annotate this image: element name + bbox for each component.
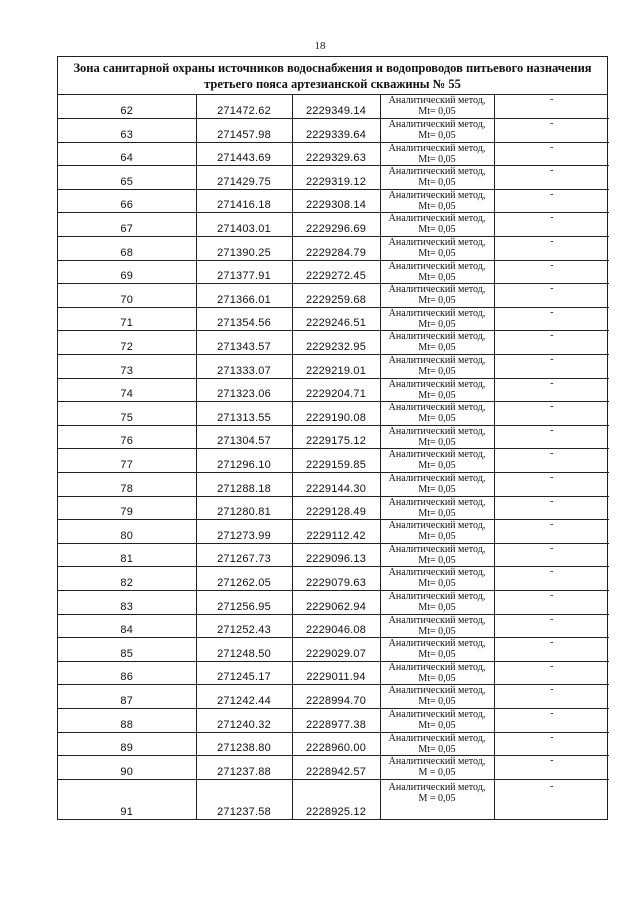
point-number-cell: 82 — [58, 567, 196, 591]
dash-cell: - — [494, 189, 609, 213]
method-accuracy: Mt= 0,05 — [418, 554, 456, 566]
y-coordinate-cell: 2229079.63 — [292, 567, 380, 591]
y-coordinate-cell: 2229062.94 — [292, 590, 380, 614]
method-accuracy: Mt= 0,05 — [418, 318, 456, 330]
method-accuracy: Mt= 0,05 — [418, 436, 456, 448]
method-cell — [380, 638, 494, 662]
point-number-cell: 89 — [58, 732, 196, 756]
x-coordinate-cell: 271252.43 — [196, 614, 292, 638]
method-name: Аналитический метод, — [388, 95, 486, 106]
y-coordinate-cell: 2229175.12 — [292, 425, 380, 449]
method-cell — [380, 685, 494, 709]
method-accuracy: Mt= 0,05 — [418, 743, 456, 755]
x-coordinate-cell: 271416.18 — [196, 189, 292, 213]
method-cell — [380, 449, 494, 473]
method-cell — [380, 779, 494, 819]
method-cell — [380, 708, 494, 732]
point-number-cell: 85 — [58, 638, 196, 662]
dash-cell: - — [494, 142, 609, 166]
method-cell — [380, 284, 494, 308]
x-coordinate-cell: 271390.25 — [196, 237, 292, 261]
y-coordinate-cell: 2229128.49 — [292, 496, 380, 520]
method-accuracy: Mt= 0,05 — [418, 153, 456, 165]
method-accuracy: Mt= 0,05 — [418, 719, 456, 731]
method-name: Аналитический метод, — [388, 732, 486, 744]
point-number-cell: 88 — [58, 708, 196, 732]
table-row — [58, 307, 609, 331]
point-number-cell: 90 — [58, 756, 196, 780]
table-row — [58, 213, 609, 237]
method-name: Аналитический метод, — [388, 685, 486, 697]
x-coordinate-cell: 271457.98 — [196, 119, 292, 143]
point-number-cell: 67 — [58, 213, 196, 237]
dash-cell: - — [494, 590, 609, 614]
x-coordinate-cell: 271354.56 — [196, 307, 292, 331]
method-name: Аналитический метод, — [388, 402, 486, 414]
method-name: Аналитический метод, — [388, 119, 486, 131]
point-number-cell: 71 — [58, 307, 196, 331]
x-coordinate-cell: 271313.55 — [196, 402, 292, 426]
table-row — [58, 473, 609, 497]
method-accuracy: Mt= 0,05 — [418, 460, 456, 472]
method-name: Аналитический метод, — [388, 449, 486, 461]
dash-cell: - — [550, 780, 554, 792]
method-name: Аналитический метод, — [388, 567, 486, 579]
method-name: Аналитический метод, — [388, 781, 486, 793]
method-cell — [380, 732, 494, 756]
point-number-cell: 68 — [58, 237, 196, 261]
method-accuracy: Mt= 0,05 — [418, 366, 456, 378]
dash-cell: - — [494, 520, 609, 544]
x-coordinate-cell: 271304.57 — [196, 425, 292, 449]
method-name: Аналитический метод, — [388, 284, 486, 296]
x-coordinate-cell: 271403.01 — [196, 213, 292, 237]
y-coordinate-cell: 2229112.42 — [292, 520, 380, 544]
dash-cell: - — [494, 355, 609, 379]
method-name: Аналитический метод, — [388, 520, 486, 532]
point-number-cell: 87 — [58, 685, 196, 709]
table-row — [58, 708, 609, 732]
y-coordinate-cell: 2229246.51 — [292, 307, 380, 331]
dash-cell: - — [494, 378, 609, 402]
method-accuracy: Mt= 0,05 — [418, 484, 456, 495]
method-cell — [380, 590, 494, 614]
dash-cell: - — [494, 473, 609, 497]
method-accuracy: Mt= 0,05 — [418, 413, 456, 425]
y-coordinate-cell: 2229349.14 — [292, 95, 380, 119]
point-number-cell: 73 — [58, 355, 196, 379]
y-coordinate-cell: 2229329.63 — [292, 142, 380, 166]
table-row — [58, 119, 609, 143]
method-cell — [380, 307, 494, 331]
method-cell — [380, 520, 494, 544]
method-name: Аналитический метод, — [388, 543, 486, 555]
dash-cell: - — [494, 756, 609, 780]
x-coordinate-cell: 271240.32 — [196, 708, 292, 732]
method-cell — [380, 402, 494, 426]
dash-cell: - — [494, 260, 609, 284]
method-accuracy: Mt= 0,05 — [418, 389, 456, 401]
method-accuracy: M = 0,05 — [418, 767, 456, 779]
method-cell — [380, 260, 494, 284]
method-cell — [380, 95, 494, 119]
table-row — [58, 402, 609, 426]
x-coordinate-cell: 271256.95 — [196, 590, 292, 614]
table-row — [58, 237, 609, 261]
coordinates-table — [57, 56, 608, 820]
x-coordinate-cell: 271262.05 — [196, 567, 292, 591]
method-accuracy: Mt= 0,05 — [418, 672, 456, 684]
method-name: Аналитический метод, — [388, 166, 486, 178]
y-coordinate-cell: 2229308.14 — [292, 189, 380, 213]
x-coordinate-cell: 271443.69 — [196, 142, 292, 166]
table-row — [58, 378, 609, 402]
method-name: Аналитический метод, — [388, 189, 486, 201]
method-cell — [380, 567, 494, 591]
y-coordinate-cell: 2229011.94 — [292, 661, 380, 685]
table-row — [58, 166, 609, 190]
method-accuracy: Mt= 0,05 — [418, 224, 456, 236]
dash-cell: - — [494, 307, 609, 331]
method-cell — [380, 378, 494, 402]
table-row — [58, 732, 609, 756]
coordinates-grid — [58, 95, 609, 819]
method-accuracy: Mt= 0,05 — [418, 271, 456, 283]
method-accuracy: Mt= 0,05 — [418, 295, 456, 307]
method-cell — [380, 166, 494, 190]
table-row — [58, 284, 609, 308]
x-coordinate-cell: 271343.57 — [196, 331, 292, 355]
x-coordinate-cell: 271273.99 — [196, 520, 292, 544]
dash-cell: - — [494, 685, 609, 709]
table-row — [58, 614, 609, 638]
table-row — [58, 685, 609, 709]
method-accuracy: Mt= 0,05 — [418, 106, 456, 117]
y-coordinate-cell: 2228977.38 — [292, 708, 380, 732]
table-row — [58, 567, 609, 591]
method-name: Аналитический метод, — [388, 213, 486, 225]
method-name: Аналитический метод, — [388, 496, 486, 508]
method-name: Аналитический метод, — [388, 638, 486, 650]
method-cell — [380, 213, 494, 237]
method-name: Аналитический метод, — [388, 661, 486, 673]
point-number-cell: 64 — [58, 142, 196, 166]
table-row — [58, 661, 609, 685]
dash-cell: - — [494, 449, 609, 473]
y-coordinate-cell: 2229029.07 — [292, 638, 380, 662]
dash-cell: - — [494, 661, 609, 685]
dash-cell: - — [494, 213, 609, 237]
table-row — [58, 425, 609, 449]
page-number: 18 — [314, 40, 326, 52]
y-coordinate-cell: 2229272.45 — [292, 260, 380, 284]
y-coordinate-cell: 2229319.12 — [292, 166, 380, 190]
dash-cell: - — [494, 496, 609, 520]
method-name: Аналитический метод, — [388, 756, 486, 768]
x-coordinate-cell: 271237.88 — [196, 756, 292, 780]
point-number-cell: 62 — [58, 95, 196, 119]
method-cell — [380, 425, 494, 449]
table-row — [58, 520, 609, 544]
table-row — [58, 189, 609, 213]
table-row — [58, 260, 609, 284]
dash-cell: - — [494, 732, 609, 756]
method-accuracy: Mt= 0,05 — [418, 200, 456, 212]
method-cell — [380, 543, 494, 567]
method-accuracy: Mt= 0,05 — [418, 342, 456, 354]
y-coordinate-cell: 2229284.79 — [292, 237, 380, 261]
method-cell — [380, 331, 494, 355]
method-accuracy: Mt= 0,05 — [418, 696, 456, 708]
method-cell — [380, 119, 494, 143]
method-cell — [380, 756, 494, 780]
table-row — [58, 142, 609, 166]
table-row — [58, 590, 609, 614]
method-name: Аналитический метод, — [388, 142, 486, 154]
method-accuracy: Mt= 0,05 — [418, 649, 456, 661]
table-row — [58, 355, 609, 379]
y-coordinate-cell: 2228994.70 — [292, 685, 380, 709]
method-name: Аналитический метод, — [388, 307, 486, 319]
y-coordinate-cell: 2229259.68 — [292, 284, 380, 308]
method-cell — [380, 142, 494, 166]
x-coordinate-cell: 271429.75 — [196, 166, 292, 190]
point-number-cell: 79 — [58, 496, 196, 520]
point-number-cell: 84 — [58, 614, 196, 638]
point-number-cell: 65 — [58, 166, 196, 190]
method-name: Аналитический метод, — [388, 473, 486, 484]
method-accuracy: Mt= 0,05 — [418, 601, 456, 613]
point-number-cell: 81 — [58, 543, 196, 567]
dash-cell: - — [494, 567, 609, 591]
method-name: Аналитический метод, — [388, 590, 486, 602]
dash-cell: - — [494, 638, 609, 662]
point-number-cell: 66 — [58, 189, 196, 213]
x-coordinate-cell: 271238.80 — [196, 732, 292, 756]
dash-cell: - — [494, 425, 609, 449]
dash-cell: - — [494, 237, 609, 261]
table-row — [58, 95, 609, 119]
x-coordinate-cell: 271366.01 — [196, 284, 292, 308]
y-coordinate-cell: 2229339.64 — [292, 119, 380, 143]
x-coordinate-cell: 271267.73 — [196, 543, 292, 567]
method-cell — [380, 496, 494, 520]
y-coordinate-cell: 2229296.69 — [292, 213, 380, 237]
method-accuracy: Mt= 0,05 — [418, 130, 456, 142]
dash-cell: - — [494, 614, 609, 638]
table-row — [58, 449, 609, 473]
y-coordinate-cell: 2228942.57 — [292, 756, 380, 780]
dash-cell: - — [494, 402, 609, 426]
x-coordinate-cell: 271323.06 — [196, 378, 292, 402]
table-row — [58, 779, 609, 819]
method-name: Аналитический метод, — [388, 708, 486, 720]
y-coordinate-cell: 2229204.71 — [292, 378, 380, 402]
method-accuracy: Mt= 0,05 — [418, 531, 456, 543]
point-number-cell: 91 — [58, 779, 196, 819]
y-coordinate-cell: 2229144.30 — [292, 473, 380, 497]
x-coordinate-cell: 271280.81 — [196, 496, 292, 520]
y-coordinate-cell: 2228925.12 — [292, 779, 380, 819]
dash-cell: - — [494, 166, 609, 190]
table-row — [58, 543, 609, 567]
method-name: Аналитический метод, — [388, 237, 486, 249]
method-accuracy: Mt= 0,05 — [418, 177, 456, 189]
method-name: Аналитический метод, — [388, 331, 486, 343]
table-row — [58, 496, 609, 520]
x-coordinate-cell: 271333.07 — [196, 355, 292, 379]
point-number-cell: 75 — [58, 402, 196, 426]
method-accuracy: Mt= 0,05 — [418, 507, 456, 519]
dash-cell: - — [494, 543, 609, 567]
y-coordinate-cell: 2228960.00 — [292, 732, 380, 756]
table-title-line2: третьего пояса артезианской скважины № 55 — [204, 77, 461, 91]
method-cell — [380, 237, 494, 261]
x-coordinate-cell: 271248.50 — [196, 638, 292, 662]
table-header — [58, 57, 607, 95]
y-coordinate-cell: 2229159.85 — [292, 449, 380, 473]
x-coordinate-cell: 271237.58 — [196, 779, 292, 819]
y-coordinate-cell: 2229096.13 — [292, 543, 380, 567]
method-name: Аналитический метод, — [388, 378, 486, 390]
x-coordinate-cell: 271377.91 — [196, 260, 292, 284]
table-row — [58, 756, 609, 780]
point-number-cell: 78 — [58, 473, 196, 497]
point-number-cell: 69 — [58, 260, 196, 284]
dash-cell: - — [494, 284, 609, 308]
point-number-cell: 76 — [58, 425, 196, 449]
method-name: Аналитический метод, — [388, 260, 486, 272]
method-name: Аналитический метод, — [388, 355, 486, 367]
method-cell — [380, 189, 494, 213]
table-body — [58, 95, 609, 819]
x-coordinate-cell: 271296.10 — [196, 449, 292, 473]
method-name: Аналитический метод, — [388, 614, 486, 626]
point-number-cell: 83 — [58, 590, 196, 614]
table-row — [58, 638, 609, 662]
y-coordinate-cell: 2229046.08 — [292, 614, 380, 638]
x-coordinate-cell: 271242.44 — [196, 685, 292, 709]
y-coordinate-cell: 2229232.95 — [292, 331, 380, 355]
method-accuracy: Mt= 0,05 — [418, 248, 456, 260]
point-number-cell: 72 — [58, 331, 196, 355]
method-name: Аналитический метод, — [388, 425, 486, 437]
y-coordinate-cell: 2229219.01 — [292, 355, 380, 379]
point-number-cell: 63 — [58, 119, 196, 143]
method-cell — [380, 473, 494, 497]
method-accuracy: Mt= 0,05 — [418, 625, 456, 637]
x-coordinate-cell: 271472.62 — [196, 95, 292, 119]
dash-cell: - — [494, 708, 609, 732]
dash-cell: - — [494, 119, 609, 143]
table-title-line1: Зона санитарной охраны источников водоснабжения и водопроводов питьевого назначения — [73, 61, 592, 75]
point-number-cell: 74 — [58, 378, 196, 402]
x-coordinate-cell: 271245.17 — [196, 661, 292, 685]
method-cell — [380, 661, 494, 685]
dash-cell: - — [494, 95, 609, 119]
dash-cell: - — [494, 331, 609, 355]
method-accuracy: M = 0,05 — [418, 792, 456, 804]
point-number-cell: 86 — [58, 661, 196, 685]
table-row — [58, 331, 609, 355]
x-coordinate-cell: 271288.18 — [196, 473, 292, 497]
method-accuracy: Mt= 0,05 — [418, 578, 456, 590]
method-cell — [380, 355, 494, 379]
y-coordinate-cell: 2229190.08 — [292, 402, 380, 426]
method-cell — [380, 614, 494, 638]
point-number-cell: 80 — [58, 520, 196, 544]
point-number-cell: 77 — [58, 449, 196, 473]
point-number-cell: 70 — [58, 284, 196, 308]
